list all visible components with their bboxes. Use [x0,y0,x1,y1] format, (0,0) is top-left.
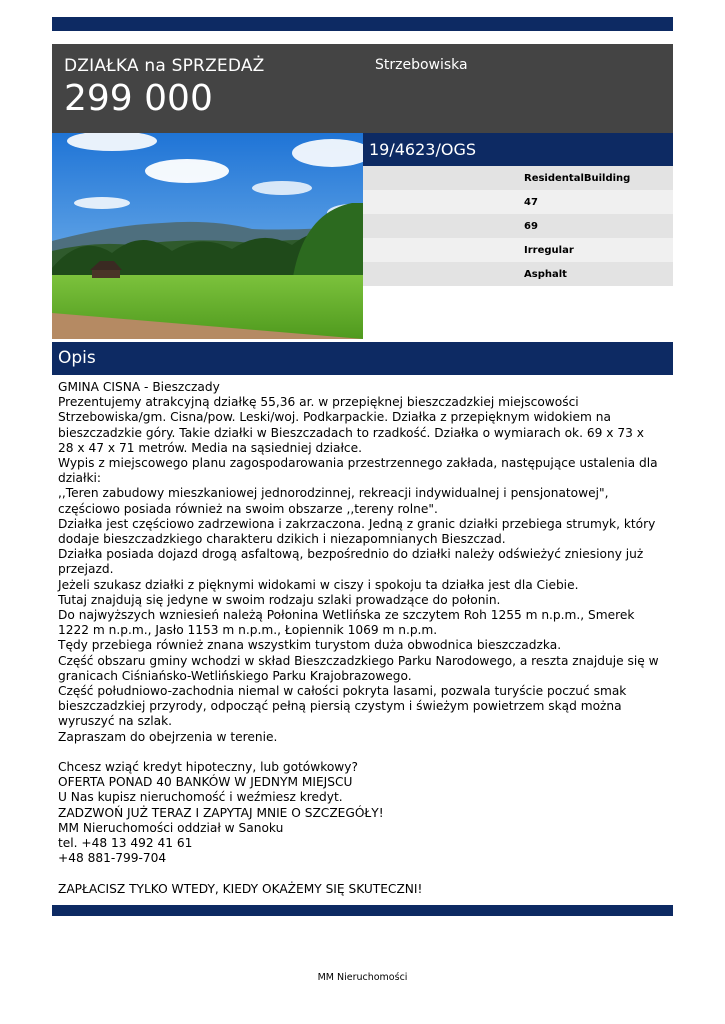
description-heading-bar [52,342,673,375]
footer-company: MM Nieruchomości [317,972,408,983]
attributes-table [363,166,673,286]
description-body [58,380,670,897]
attribute-value: 69 [524,221,538,232]
listing-price: 299 000 [64,78,213,119]
description-line: bieszczadzkie góry. Takie działki w Bieszczadach to rzadkość. Działka o wymiarach ok. 69 x 73 x [58,425,644,440]
bottom-decorative-bar [52,905,673,916]
description-line: ZADZWOŃ JUŻ TERAZ I ZAPYTAJ MNIE O SZCZEGÓŁY! [58,805,384,820]
reference-number: 19/4623/OGS [369,140,477,159]
description-line: Do najwyższych wzniesień należą Połonina Wetlińska ze szczytem Roh 1255 m n.p.m., Smerek [58,608,635,623]
attribute-row [363,214,673,238]
description-line: Chcesz wziąć kredyt hipoteczny, lub gotówkowy? [58,760,358,775]
top-decorative-bar [52,17,673,31]
description-line: Jeżeli szukasz działki z pięknymi widokami w ciszy i spokoju ta działka jest dla Ciebie. [58,577,579,592]
description-line: OFERTA PONAD 40 BANKÓW W JEDNYM MIEJSCU [58,775,353,790]
description-line [58,745,670,760]
description-line: Część południowo-zachodnia niemal w całości pokryta lasami, pozwala turyście poczuć smak [58,684,627,699]
attribute-row [363,166,673,190]
property-photo [52,133,363,339]
listing-location: Strzebowiska [375,57,468,73]
attribute-row [363,262,673,286]
description-line: U Nas kupisz nieruchomość i weźmiesz kredyt. [58,790,343,805]
description-line: Wypis z miejscowego planu zagospodarowania przestrzennego zakłada, następujące ustalenia dla [58,456,658,471]
attribute-value: Irregular [524,245,574,256]
description-line: częściowo posiada również na swoim obszarze ,,tereny rolne". [58,501,438,516]
description-line [58,866,670,881]
description-line: Tutaj znajdują się jedyne w swoim rodzaju szlaki prowadzące do połonin. [58,592,501,607]
description-line: wyruszyć na szlak. [58,714,173,729]
description-line: Strzebowiska/gm. Cisna/pow. Leski/woj. Podkarpackie. Działka z przepięknym widokiem na [58,410,611,425]
description-line: Działka posiada dojazd drogą asfaltową, bezpośrednio do działki należy odświeżyć zniesiony już [58,547,644,562]
description-line: Część obszaru gminy wchodzi w skład Bieszczadzkiego Parku Narodowego, a reszta znajduje się w [58,653,659,668]
description-line: przejazd. [58,562,114,577]
description-line: Tędy przebiega również znana wszystkim turystom duża obwodnica bieszczadzka. [58,638,562,653]
listing-title: DZIAŁKA na SPRZEDAŻ [64,56,265,76]
attribute-value: 47 [524,197,538,208]
description-line: ZAPŁACISZ TYLKO WTEDY, KIEDY OKAŻEMY SIĘ SKUTECZNI! [58,881,423,896]
attribute-value: ResidentalBuilding [524,173,631,184]
description-line: działki: [58,471,102,486]
description-line: Zapraszam do obejrzenia w terenie. [58,729,278,744]
description-line: Działka jest częściowo zadrzewiona i zakrzaczona. Jedną z granic działki przebiega strumyk, który [58,516,656,531]
attribute-value: Asphalt [524,269,567,280]
description-line: dodaje bieszczadzkiego charakteru dzikich i niezapomnianych Bieszczad. [58,532,506,547]
description-line: 28 x 47 x 71 metrów. Media na sąsiedniej działce. [58,440,362,455]
description-line: ,,Teren zabudowy mieszkaniowej jednorodzinnej, rekreacji indywidualnej i pensjonatowej", [58,486,609,501]
description-line: 1222 m n.p.m., Jasło 1153 m n.p.m., Łopiennik 1069 m n.p.m. [58,623,438,638]
description-line: bieszczadzkiej przyrody, odpocząć pełną piersią czystym i świeżym powietrzem skąd można [58,699,622,714]
description-line: GMINA CISNA - Bieszczady [58,380,220,394]
description-line: MM Nieruchomości oddział w Sanoku [58,820,284,835]
attribute-row [363,190,673,214]
description-line: Prezentujemy atrakcyjną działkę 55,36 ar. w przepięknej bieszczadzkiej miejscowości [58,395,579,410]
attribute-row [363,238,673,262]
listing-header [52,44,673,133]
description-heading: Opis [58,348,96,368]
description-line: +48 881-799-704 [58,851,167,866]
reference-number-box [363,133,673,166]
description-line: tel. +48 13 492 41 61 [58,836,193,851]
description-line: granicach Ciśniańsko-Wetlińskiego Parku Krajobrazowego. [58,668,412,683]
